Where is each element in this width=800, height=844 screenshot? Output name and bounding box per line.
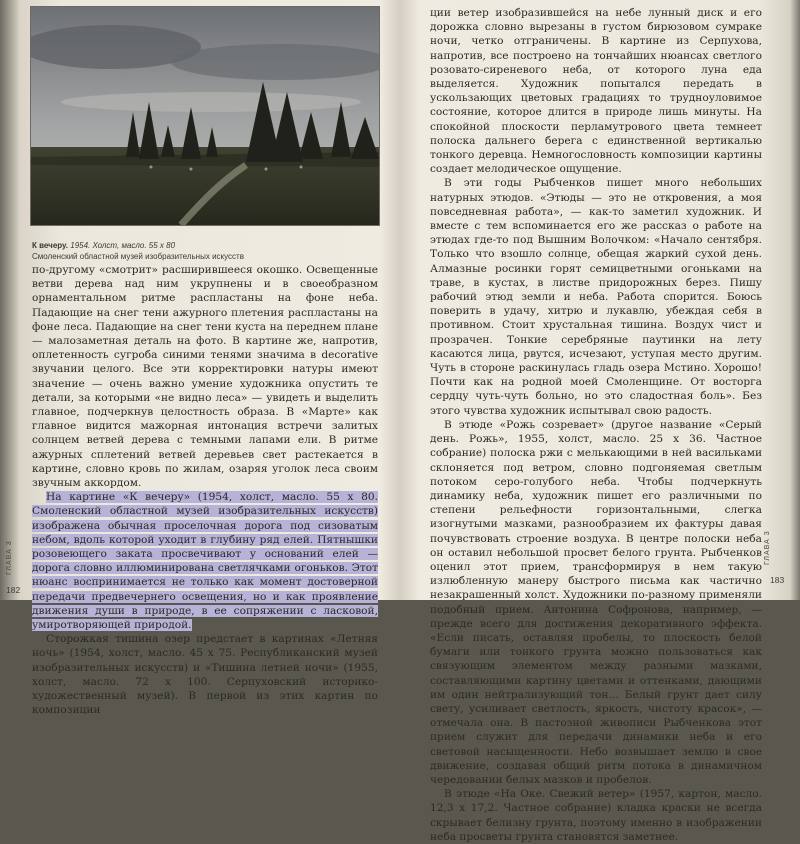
highlighted-text: На картине «К вечеру» (1954, холст, масло. 55 х 80. Смоленский областной музей изобразительных искусств) изображена обычная проселочная дорога под сизоватым небом, вдоль которой уходит в глубину ряд елей. Пятнышки розовеющего заката просвечивают у оснований елей — дорога словно иллюминирована светлячками огоньков. Этот нюанс воспринимается не только как момент достоверной передачи предвечернего освещения, но и как проявление движения души в природе, в ее сопряжении с ласковой, умиротворяющей природой. xyxy=(32,491,378,632)
page-number-right: 183 xyxy=(770,575,785,585)
running-head-right: ГЛАВА 3 xyxy=(764,530,771,565)
paragraph: В этюде «Рожь созревает» (другое название «Серый день. Рожь», 1955, холст, масло. 25 х 36. Частное собрание) полоска ржи с мелькающими в ней васильками склоняется под ветром, словно подгоняемая светлым потоком серо-голубого неба. Чтобы подчеркнуть динамику неба, художник пишет его различными по степени рельефности горизонтальными, слегка изогнутыми мазками, разнообразием их фактуры давая почувствовать строение воздуха. В центре полоски неба он оставил небольшой просвет белого грунта. Рыбченков оценил этот прием, трансформируя в нем такую излюбленную манеру быстрого письма как частично незакрашенный холст. Художники по-разному применяли подобный прием. Антонина Софронова, например, — прежде всего для достижения декоративного эффекта. «Если писать, оставляя пробелы, то плоскость белой бумаги или тонкого грунта можно пользоваться как связующим элементом между разными мазками, составляющими картину цветами и оттенками, дающими им один нейтрализующий тон... Белый грунт дает силу свету, усиливает светлость, яркость, чистоту красок», — отмечала она. В пастозной живописи Рыбченкова этот прием служит для передачи динамики неба и его световой насыщенности. Небо возвышает землю в свое движение, создавая общий ритм потока в динамичном чередовании белых мазков и пробелов. xyxy=(430,418,762,786)
running-head-left: ГЛАВА 3 xyxy=(6,540,13,575)
paragraph: Сторожкая тишина озер предстает в картинах «Летняя ночь» (1954, холст, масло. 45 х 75. Республиканский музей изобразительных искусств) и «Тишина летней ночи» (1955, холст, масло. 72 х 100. Серпуховский историко-художественный музей). В первой из этих картин по композиции xyxy=(32,633,378,717)
right-page-body xyxy=(430,6,762,844)
paragraph: по-другому «смотрит» расширившееся окошко. Освещенные ветви дерева над ним укрупнены и в своеобразном орнаментальном ритме распластаны на фоне неба. Падающие на снег тени ажурного плетения распластаны на фоне леса. Падающие на снег тени куста на переднем плане — малозаметная деталь на фото. В картине же, напротив, оплетенность сугроба синими тенями значима в decorative звучании целого. Все эти корректировки натуры имеют значение — очень важно умение художника опустить те детали, за которыми «не видно леса» — увидеть и выделить главное, подчеркнув целостность образа. В «Марте» как главное видится мажорная интонация встречи залитых солнцем ветвей дерева с темными лапами ели. В ритме ажурных сплетений ветвей деревьев свет растекается в картине, словно кровь по жилам, озаряя уголок леса своим звучным аккордом. xyxy=(32,264,378,490)
left-page xyxy=(20,0,395,717)
paragraph: ции ветер изобразившейся на небе лунный диск и его дорожка словно вырезаны в густом бирюзовом сумраке ночи, четко отграничены. В картине из Серпухова, напротив, все построено на тончайших нюансах светлого розовато-сиреневого неба, от которого луна еда выделяется. Художник попытался передать в ускользающих цветовых градациях то трудноуловимое состояние, которое длится в природе лишь минуты. На спокойной плоскости перламутрового цвета темнеет полоска дальнего берега с единственной вертикалью тонкого деревца. Немногословность композиции картины создает мелодическое ощущение. xyxy=(430,7,762,176)
paragraph xyxy=(32,490,378,632)
paragraph: В этюде «На Оке. Свежий ветер» (1957, картон, масло. 12,3 х 17,2. Частное собрание) кладка краски не всегда скрывает белизну грунта, поэтому именно в изображении неба просветы грунта становятся заметнее. xyxy=(430,788,762,843)
caption-details: 1954. Холст, масло. 55 х 80 xyxy=(68,241,176,250)
paragraph: В эти годы Рыбченков пишет много небольших натурных этюдов. «Этюды — это не откровения, а моя повседневная работа», — как-то заметил художник. И вместе с тем вспоминается его же рассказ о работе на этюдах где-то под Вышним Волочком: «Начало сентября. Только что взошло солнце, обещая жаркий сухой день. Алмазные росинки горят семицветными огоньками на траве, в кустах, в листве придорожных берез. Пишу рабочий этюд земли и неба. Работа спорится. Боюсь поверить в удачу, хитрю и лукавлю, убеждая себя в противном. Стоит хрустальная тишина. Воздух чист и прозрачен. Тонкие серебряные паутинки на лету касаются лица, рвутся, исчезают, уступая место другим. Чуть в стороне раскинулась гладь озера Мстино. Хорошо! Почти как на родной моей Смоленщине. От восторга сердцу чуть-чуть больно, но это сладостная боль». Без этого чувства художник испытывал свою радость. xyxy=(430,177,762,417)
caption-title: К вечеру. xyxy=(32,241,69,250)
page-number-left: 182 xyxy=(6,585,21,595)
right-page xyxy=(405,0,780,843)
caption-museum: Смоленский областной музей изобразительных искусств xyxy=(32,252,244,261)
left-page-body xyxy=(32,263,378,718)
